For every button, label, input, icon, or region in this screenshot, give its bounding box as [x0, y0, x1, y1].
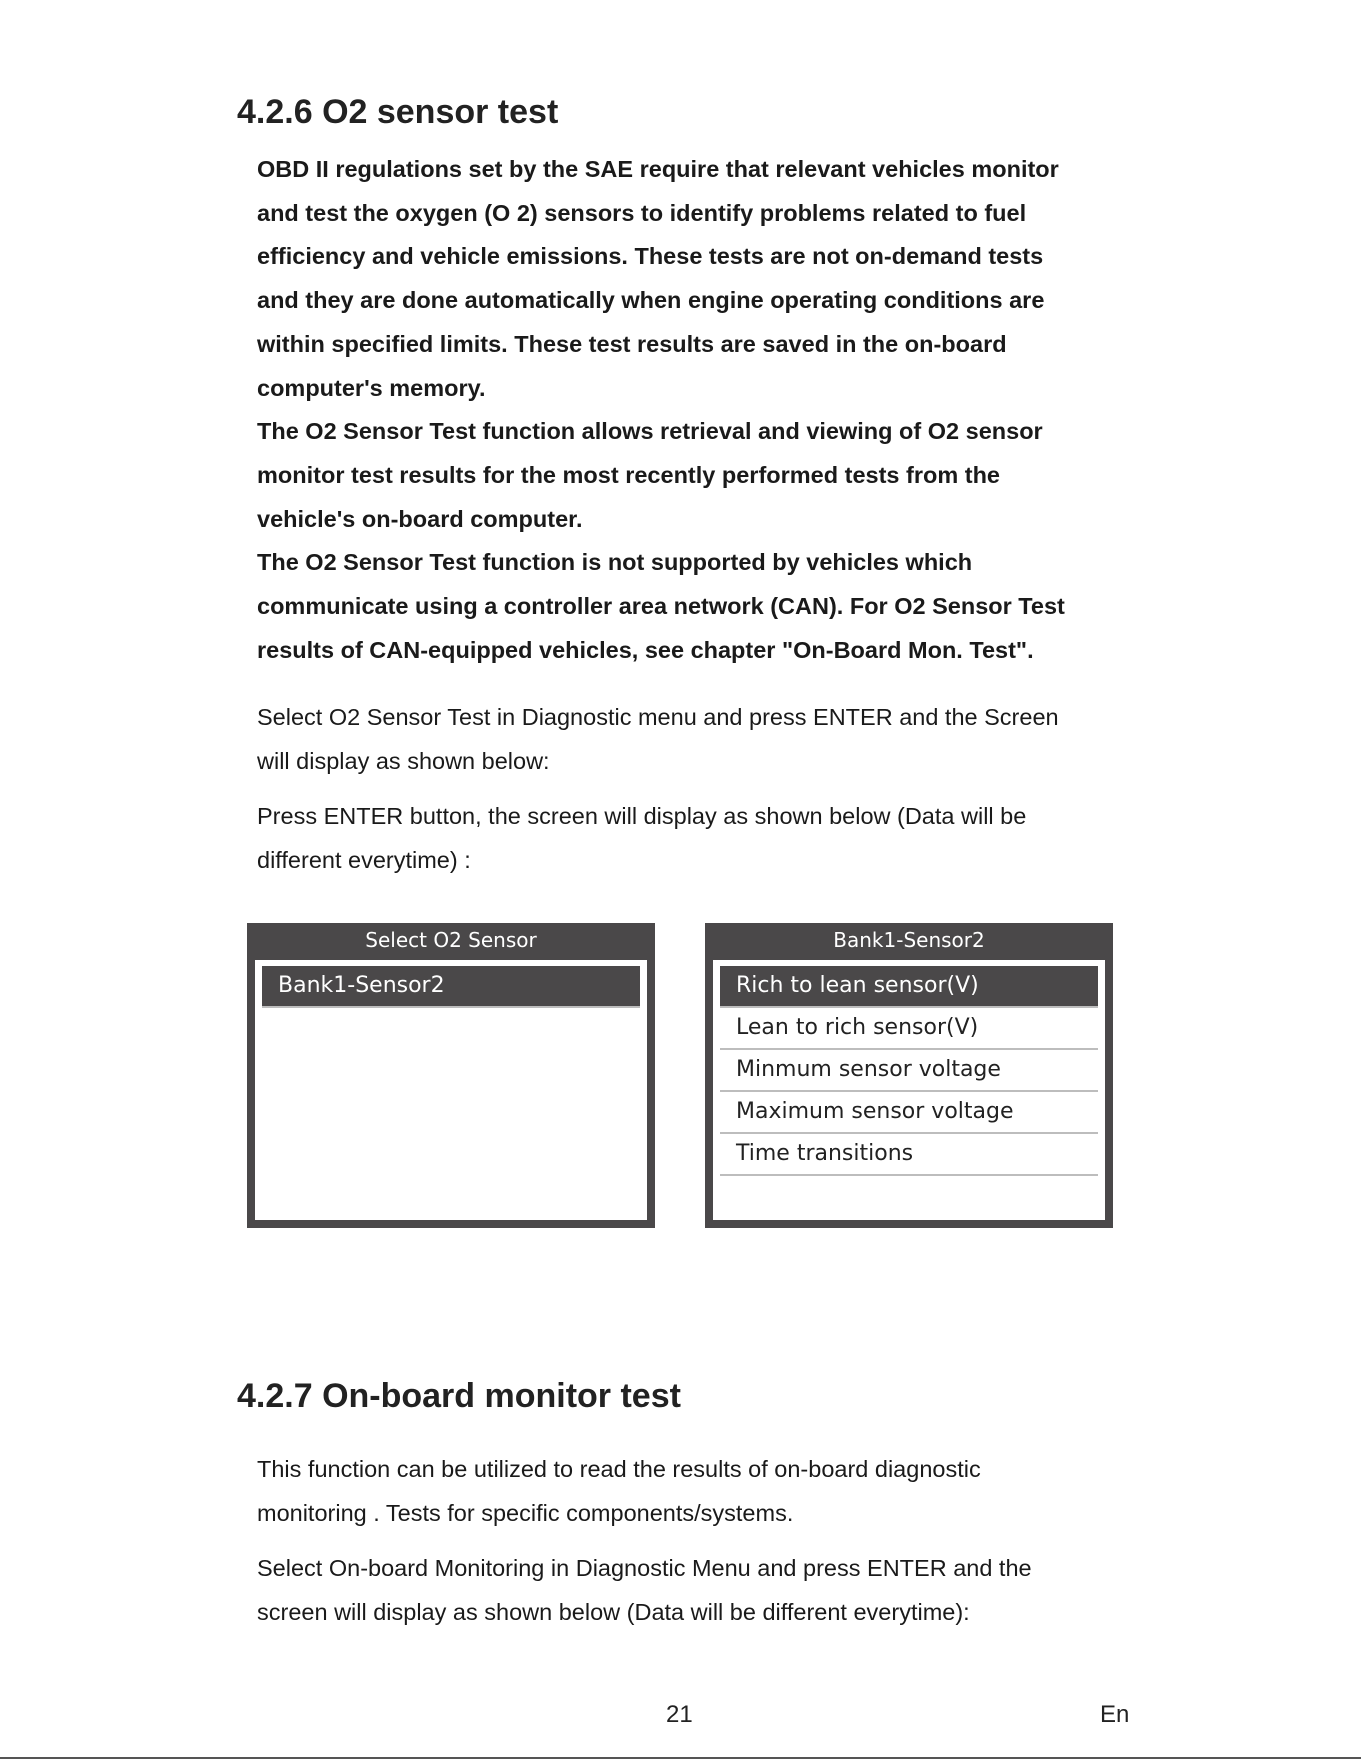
text-line: The O2 Sensor Test function is not supported by vehicles which	[257, 549, 973, 576]
text-line: and they are done automatically when engine operating conditions are	[257, 287, 1045, 314]
device-screen-bank1-sensor2	[705, 923, 1113, 1228]
text-line: Press ENTER button, the screen will display as shown below (Data will be	[257, 803, 1027, 829]
menu-item-minimum-voltage: Minmum sensor voltage	[720, 1050, 1098, 1092]
menu-item-time-transitions: Time transitions	[720, 1134, 1098, 1176]
menu-item-rich-to-lean: Rich to lean sensor(V)	[720, 966, 1098, 1008]
o2-instruction-select	[257, 696, 1137, 783]
screen-menu	[713, 960, 1105, 1220]
page-number: 21	[666, 1701, 693, 1728]
menu-item-bank1-sensor2: Bank1-Sensor2	[262, 966, 640, 1008]
screen-title: Select O2 Sensor	[365, 928, 537, 952]
text-line: will display as shown below:	[257, 747, 550, 774]
text-line: monitoring . Tests for specific components/systems.	[257, 1499, 794, 1526]
device-screen-select-o2-sensor	[247, 923, 655, 1228]
text-line: communicate using a controller area network (CAN). For O2 Sensor Test	[257, 593, 1065, 620]
text-line: The O2 Sensor Test function allows retrieval and viewing of O2 sensor	[257, 418, 1043, 445]
screen-menu	[255, 960, 647, 1220]
o2-instruction-enter	[257, 795, 1137, 882]
text-line: different everytime) :	[257, 846, 471, 873]
language-label: En	[1100, 1701, 1130, 1728]
text-line: efficiency and vehicle emissions. These tests are not on-demand tests	[257, 243, 1044, 270]
text-line: This function can be utilized to read the results of on-board diagnostic	[257, 1456, 981, 1482]
bottom-rule	[0, 1757, 1361, 1759]
text-line: within specified limits. These test results are saved in the on-board	[257, 330, 1007, 357]
text-line: monitor test results for the most recently performed tests from the	[257, 461, 1001, 488]
o2-intro-paragraph	[257, 148, 1137, 672]
obm-instruction-paragraph	[257, 1547, 1137, 1634]
screen-title: Bank1-Sensor2	[833, 928, 985, 952]
section-heading-o2-sensor-test: 4.2.6 O2 sensor test	[237, 93, 559, 131]
text-line: Select On-board Monitoring in Diagnostic Menu and press ENTER and the	[257, 1555, 1032, 1581]
text-line: OBD II regulations set by the SAE require that relevant vehicles monitor	[257, 156, 1059, 182]
text-line: Select O2 Sensor Test in Diagnostic menu and press ENTER and the Screen	[257, 704, 1059, 730]
menu-item-maximum-voltage: Maximum sensor voltage	[720, 1092, 1098, 1134]
text-line: screen will display as shown below (Data will be different everytime):	[257, 1598, 970, 1625]
obm-description-paragraph	[257, 1448, 1137, 1535]
section-heading-on-board-monitor-test: 4.2.7 On-board monitor test	[237, 1377, 681, 1415]
text-line: computer's memory.	[257, 374, 486, 401]
text-line: vehicle's on-board computer.	[257, 505, 583, 532]
text-line: results of CAN-equipped vehicles, see chapter "On-Board Mon. Test".	[257, 636, 1034, 663]
menu-item-lean-to-rich: Lean to rich sensor(V)	[720, 1008, 1098, 1050]
text-line: and test the oxygen (O 2) sensors to identify problems related to fuel	[257, 199, 1027, 226]
